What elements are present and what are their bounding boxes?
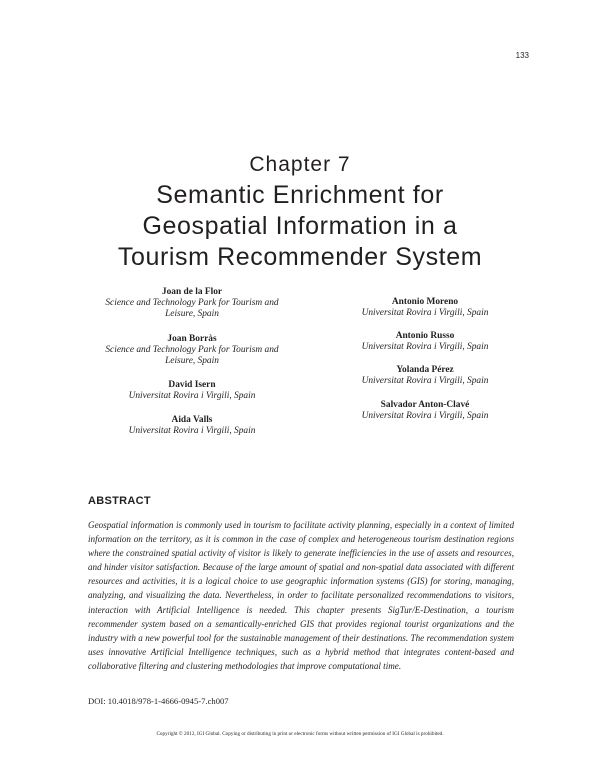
chapter-title: [60, 180, 540, 273]
author-name: Yolanda Pérez: [396, 365, 454, 375]
author-name: Aida Valls: [171, 415, 213, 425]
author-name: Antonio Russo: [395, 331, 455, 341]
copyright-notice: Copyright © 2012, IGI Global. Copying or distributing in print or electronic forms without written permission of IGI Global is prohibited.: [156, 731, 444, 737]
author-block: [82, 415, 302, 437]
author-block: [340, 365, 510, 387]
title-line: Geospatial Information in a: [142, 212, 458, 240]
author-affiliation: Universitat Rovira i Virgili, Spain: [361, 411, 489, 421]
doi-line: DOI: 10.4018/978-1-4666-0945-7.ch007: [88, 696, 229, 706]
author-name: Salvador Anton-Clavé: [380, 400, 470, 410]
author-affiliation: Universitat Rovira i Virgili, Spain: [128, 426, 256, 436]
author-affiliation: Universitat Rovira i Virgili, Spain: [361, 308, 489, 318]
author-block: [340, 297, 510, 319]
author-name: Antonio Moreno: [391, 297, 459, 307]
author-block: [340, 331, 510, 353]
author-affiliation: Universitat Rovira i Virgili, Spain: [128, 391, 256, 401]
title-line: Tourism Recommender System: [117, 243, 483, 271]
author-affiliation: Universitat Rovira i Virgili, Spain: [361, 376, 489, 386]
author-block: [82, 287, 302, 320]
author-name: Joan Borràs: [167, 334, 217, 344]
author-name: Joan de la Flor: [161, 287, 223, 297]
author-block: [340, 400, 510, 422]
page-number: 133: [515, 51, 529, 60]
title-line: Semantic Enrichment for: [156, 181, 444, 209]
author-block: [82, 380, 302, 402]
chapter-label: Chapter 7: [249, 153, 351, 176]
author-block: [82, 334, 302, 367]
author-name: David Isern: [168, 380, 216, 390]
abstract-heading: ABSTRACT: [88, 495, 151, 507]
author-affiliation: Science and Technology Park for Tourism and: [105, 298, 279, 308]
abstract-body: Geospatial information is commonly used in tourism to facilitate activity planning, especially in a context of limited information on the territory, as it is common in the case of complex and heterogeneous tourism destination regions where the constrained spatial activity of visitor is likely to generate inefficiencies in the use of assets and resources, and hinder visitor satisfaction. Because of the large amount of spatial and non-spatial data associated with different resources and activities, it is a logical choice to use geographic information systems (GIS) for storing, managing, analyzing, and visualizing the data. Nevertheless, in order to facilitate personalized recommendations to visitors, interaction with Artificial Intelligence is needed. This chapter presents SigTur/E-Destination, a tourism recommender system based on a semantically-enriched GIS that provides regional tourist organizations and the industry with a new powerful tool for the sustainable management of their destinations. The recommendation system uses innovative Artificial Intelligence techniques, such as a hybrid method that integrates content-based and collaborative filtering and clustering methodologies that improve computational time.: [88, 520, 514, 671]
author-affiliation: Universitat Rovira i Virgili, Spain: [361, 342, 489, 352]
author-affiliation: Leisure, Spain: [165, 356, 219, 366]
author-affiliation: Science and Technology Park for Tourism and: [105, 345, 279, 355]
author-affiliation: Leisure, Spain: [165, 309, 219, 319]
